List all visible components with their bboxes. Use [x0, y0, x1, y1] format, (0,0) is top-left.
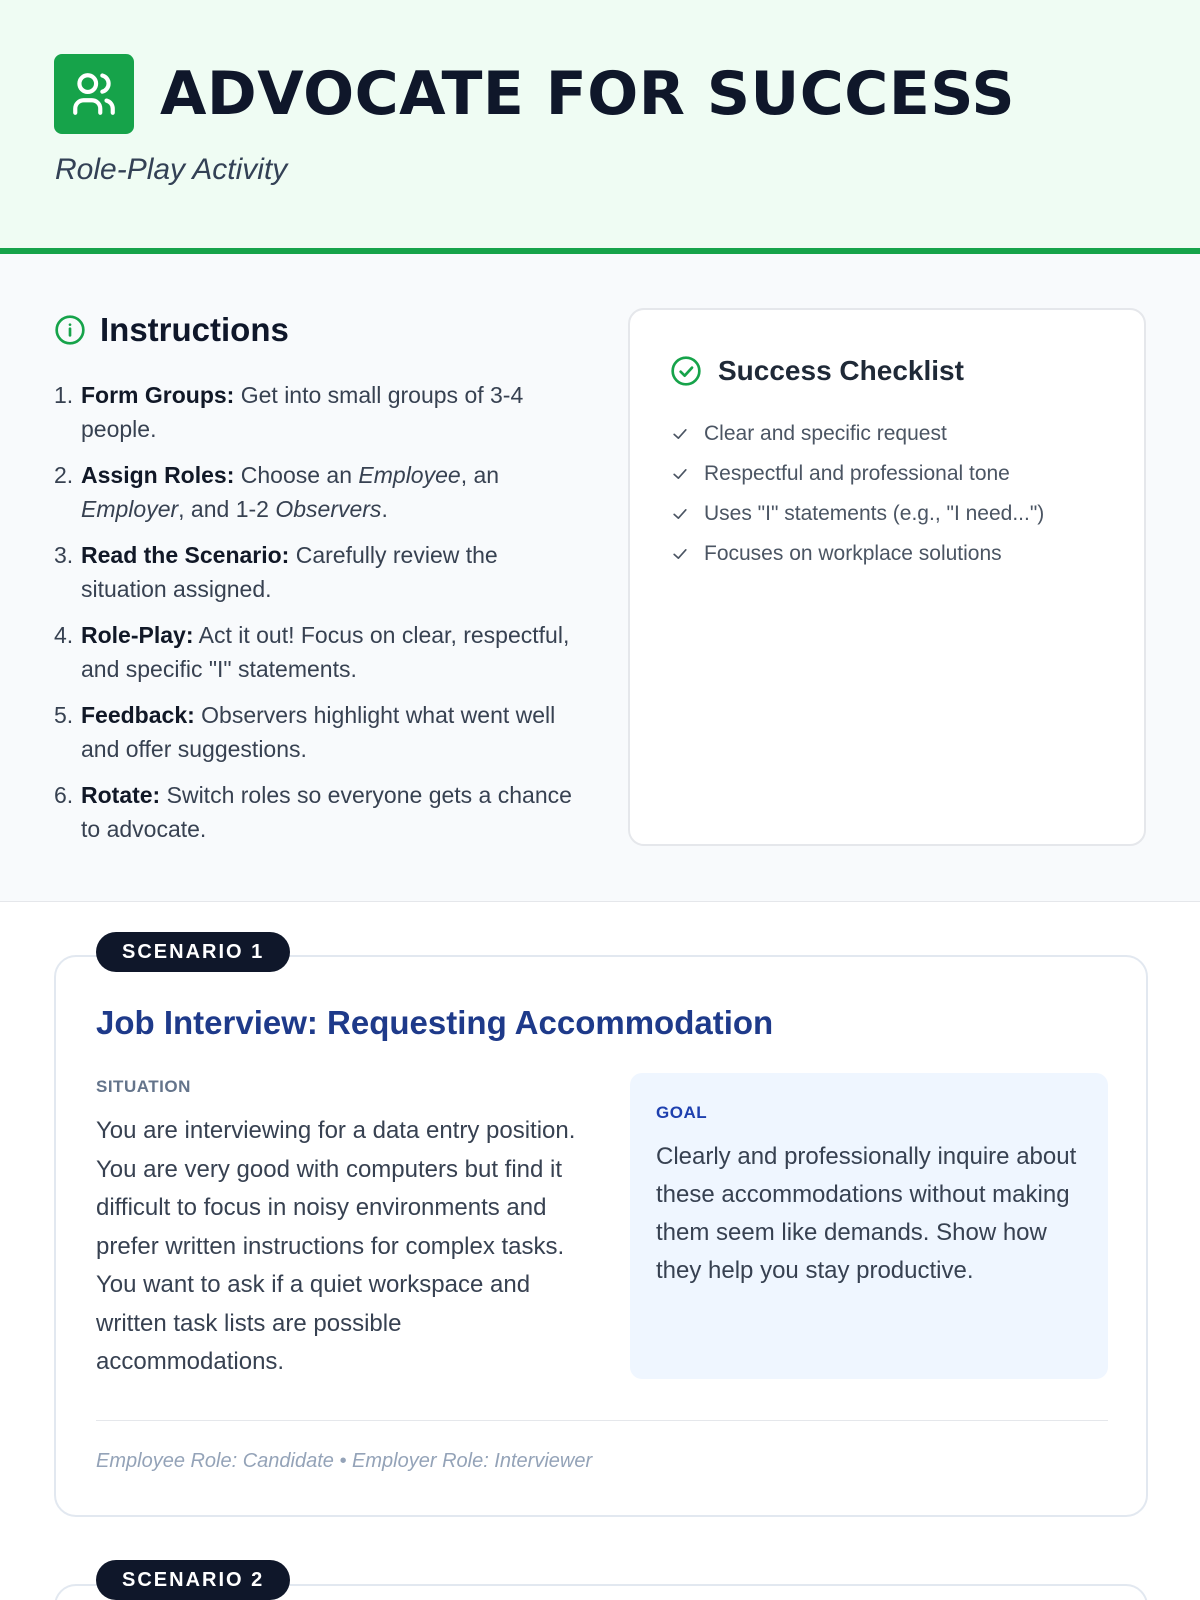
page-header	[0, 0, 1200, 254]
checklist-item-text: Clear and specific request	[704, 422, 947, 445]
step-number: 3.	[54, 542, 74, 568]
step-label: Feedback:	[81, 702, 195, 728]
instruction-step	[54, 698, 574, 766]
situation-text: You are interviewing for a data entry position. You are very good with computers but find it difficult to focus in noisy environments and prefer written instructions for complex tasks. You want to ask if a quiet workspace and written task lists are possible accommodations.	[96, 1117, 576, 1375]
page-title: ADVOCATE FOR SUCCESS	[160, 59, 1016, 129]
checklist-items	[670, 414, 1044, 574]
goal-box	[630, 1073, 1108, 1379]
instructions-heading	[54, 310, 289, 350]
step-text-part: , an	[460, 462, 500, 488]
instruction-step	[54, 778, 574, 846]
step-number: 4.	[54, 622, 74, 648]
intro-section	[0, 254, 1200, 902]
divider	[96, 1420, 1108, 1421]
step-label: Form Groups:	[81, 382, 235, 408]
step-number: 2.	[54, 462, 74, 488]
instruction-step	[54, 378, 574, 446]
scenario-badge: SCENARIO 2	[96, 1560, 290, 1600]
check-icon	[670, 424, 690, 444]
step-text-part: Carefully review the situation assigned.	[81, 542, 498, 602]
step-label: Role-Play:	[81, 622, 194, 648]
step-text-part: .	[381, 496, 388, 522]
instructions-title: Instructions	[100, 311, 289, 348]
goal-text: Clearly and professionally inquire about these accommodations without making them seem like demands. Show how they help you stay productive.	[656, 1143, 1077, 1284]
check-icon	[670, 504, 690, 524]
goal-label: GOAL	[656, 1103, 708, 1122]
step-text	[81, 618, 574, 686]
users-icon	[54, 54, 134, 134]
checklist-heading	[670, 354, 964, 388]
instructions-list	[54, 378, 574, 858]
instruction-step	[54, 618, 574, 686]
checklist-item-text: Uses "I" statements (e.g., "I need...")	[704, 502, 1045, 525]
step-label: Assign Roles:	[81, 462, 235, 488]
step-text-part: , and 1-2	[178, 496, 276, 522]
info-icon	[54, 314, 86, 346]
step-text	[81, 778, 574, 846]
checklist-item-text: Focuses on workplace solutions	[704, 542, 1002, 565]
step-text-part: Act it out! Focus on clear, respectful, and specific "I" statements.	[81, 622, 570, 682]
step-text-part: Choose an	[234, 462, 359, 488]
step-text-part: Observers highlight what went well and offer suggestions.	[81, 702, 556, 762]
step-text-part: Employee	[358, 462, 461, 488]
checklist-item	[670, 454, 1044, 494]
checklist-item-text: Respectful and professional tone	[704, 462, 1010, 485]
step-text-part: Get into small groups of 3-4 people.	[81, 382, 524, 442]
roles-text: Employee Role: Candidate • Employer Role: Interviewer	[96, 1450, 593, 1472]
step-number: 6.	[54, 782, 74, 808]
instruction-step	[54, 538, 574, 606]
step-text-part: Employer	[81, 496, 179, 522]
checklist-item	[670, 534, 1044, 574]
check-icon	[670, 464, 690, 484]
step-label: Rotate:	[81, 782, 161, 808]
page-subtitle: Role-Play Activity	[55, 153, 288, 186]
scenario-title: Job Interview: Requesting Accommodation	[96, 1004, 774, 1041]
step-text	[81, 378, 574, 446]
check-circle-icon	[670, 355, 702, 387]
scenario-badge: SCENARIO 1	[96, 932, 290, 972]
scenario-card	[54, 955, 1148, 1517]
step-text-part: Observers	[275, 496, 382, 522]
checklist-title: Success Checklist	[718, 355, 964, 386]
step-text	[81, 458, 574, 526]
instruction-step	[54, 458, 574, 526]
check-icon	[670, 544, 690, 564]
step-number: 1.	[54, 382, 74, 408]
step-text-part: Switch roles so everyone gets a chance to advocate.	[81, 782, 572, 842]
success-checklist-card	[628, 308, 1146, 846]
step-text	[81, 538, 574, 606]
situation-label: SITUATION	[96, 1077, 191, 1096]
checklist-item	[670, 414, 1044, 454]
step-label: Read the Scenario:	[81, 542, 290, 568]
checklist-item	[670, 494, 1044, 534]
step-number: 5.	[54, 702, 74, 728]
step-text	[81, 698, 574, 766]
